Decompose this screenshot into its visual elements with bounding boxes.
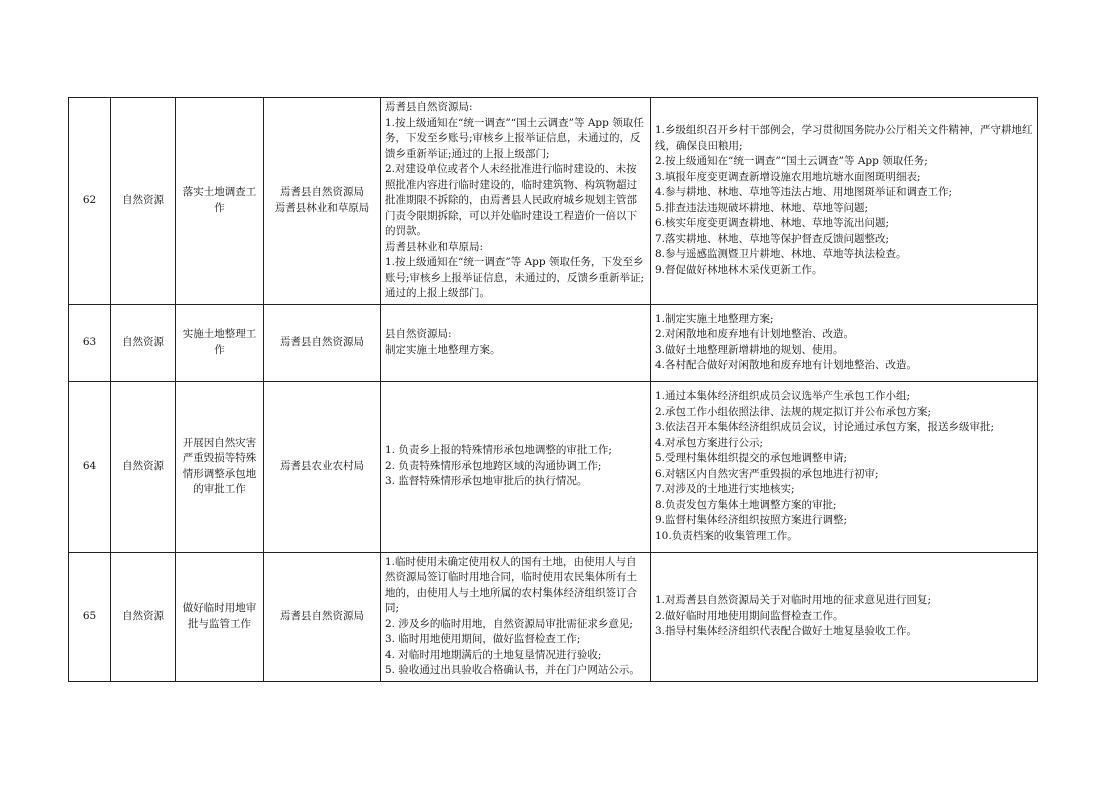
row-item: 做好临时用地审批与监管工作 xyxy=(176,552,264,681)
row-number: 64 xyxy=(69,381,111,552)
duty-line: 1.按上级通知在“统一调查”等 App 领取任务，下发至乡账号;审核乡上报举证信息，未通过的，反馈乡重新举证;通过的上报上级部门。 xyxy=(385,256,645,299)
department-name: 焉耆县自然资源局 xyxy=(280,186,364,199)
duty-line: 6.对辖区内自然灾害严重毁损的承包地进行初审; xyxy=(655,467,879,480)
row-category: 自然资源 xyxy=(111,381,176,552)
duty-line: 3.依法召开本集体经济组织成员会议，讨论通过承包方案，报送乡级审批; xyxy=(655,421,995,433)
duty-line: 焉耆县自然资源局: xyxy=(385,101,473,113)
duty-line: 7.对涉及的土地进行实地核实; xyxy=(655,483,795,495)
table-row xyxy=(69,98,1038,305)
duty-line: 县自然资源局: xyxy=(385,328,452,340)
row-departments xyxy=(264,381,381,552)
duty-line: 3.填报年度变更调查新增设施农用地坑塘水面图斑明细表; xyxy=(655,170,921,183)
row-category: 自然资源 xyxy=(111,552,176,681)
duty-line: 3.指导村集体经济组织代表配合做好土地复垦验收工作。 xyxy=(655,625,918,638)
town-duties xyxy=(651,98,1038,305)
duty-line: 3. 临时用地使用期间，做好监督检查工作; xyxy=(385,633,581,645)
table-row xyxy=(69,381,1038,552)
row-departments xyxy=(264,98,381,305)
duty-line: 2. 负责特殊情形承包地跨区域的沟通协调工作; xyxy=(385,459,602,472)
row-category: 自然资源 xyxy=(111,304,176,381)
duty-line: 5.受理村集体组织提交的承包地调整申请; xyxy=(655,452,848,464)
duty-line: 2.对闲散地和废弃地有计划地整治、改造。 xyxy=(655,328,855,340)
department-name: 焉耆县林业和草原局 xyxy=(274,201,370,214)
county-duties xyxy=(381,304,651,381)
town-duties xyxy=(651,304,1038,381)
county-duties xyxy=(381,98,651,305)
town-duties xyxy=(651,552,1038,681)
duty-line: 4.参与耕地、林地、草地等违法占地、用地图斑举证和调查工作; xyxy=(655,186,953,199)
duty-line: 2.对建设单位或者个人未经批准进行临时建设的、未按照批准内容进行临时建设的，临时建筑物、构筑物超过批准期限不拆除的，由焉耆县人民政府城乡规划主管部门责令限期拆除，可以并处临时建设工程造价一倍以下的罚款。 xyxy=(385,163,637,237)
duty-line: 1.临时使用未确定使用权人的国有土地，由使用人与自然资源局签订临时用地合同，临时使用农民集体所有土地的，由使用人与土地所属的农村集体经济组织签订合同; xyxy=(385,555,637,614)
duty-line: 1.按上级通知在“统一调查”“国土云调查”等 App 领取任务，下发至乡账号;审核乡上报举证信息，未通过的，反馈乡重新举证;通过的上报上级部门; xyxy=(385,116,644,160)
duty-line: 2.承包工作小组依照法律、法规的规定拟订并公布承包方案; xyxy=(655,405,932,418)
row-number: 62 xyxy=(69,98,111,305)
duty-line: 2.按上级通知在“统一调查”“国土云调查”等 App 领取任务; xyxy=(655,155,928,168)
duty-line: 7.落实耕地、林地、草地等保护督查反馈问题整改; xyxy=(655,232,890,245)
responsibility-table xyxy=(68,97,1038,682)
county-duties xyxy=(381,552,651,681)
duty-line: 1.乡级组织召开乡村干部例会，学习贯彻国务院办公厅相关文件精神，严守耕地红线，确保良田粮用; xyxy=(655,124,1033,152)
duty-line: 9.督促做好林地林木采伐更新工作。 xyxy=(655,263,823,276)
duty-line: 2.做好临时用地使用期间监督检查工作。 xyxy=(655,609,844,622)
row-number: 65 xyxy=(69,552,111,681)
duty-line: 制定实施土地整理方案。 xyxy=(385,343,501,356)
department-name: 焉耆县农业农村局 xyxy=(280,459,364,472)
duty-line: 1.对焉耆县自然资源局关于对临时用地的征求意见进行回复; xyxy=(655,594,932,607)
duty-line: 1.制定实施土地整理方案; xyxy=(655,312,774,325)
duty-line: 9.监督村集体经济组织按照方案进行调整; xyxy=(655,514,848,526)
duty-line: 1.通过本集体经济组织成员会议选举产生承包工作小组; xyxy=(655,390,911,402)
row-item: 落实土地调查工作 xyxy=(176,98,264,305)
duty-line: 3. 监督特殊情形承包地审批后的执行情况。 xyxy=(385,475,588,488)
department-name: 焉耆县自然资源局 xyxy=(280,335,364,348)
duty-line: 8.参与遥感监测暨卫片耕地、林地、草地等执法检查。 xyxy=(655,248,907,261)
row-item: 开展因自然灾害严重毁损等特殊情形调整承包地的审批工作 xyxy=(176,381,264,552)
duty-line: 4.各村配合做好对闲散地和废弃地有计划地整治、改造。 xyxy=(655,359,918,371)
row-item: 实施土地整理工作 xyxy=(176,304,264,381)
duty-line: 焉耆县林业和草原局: xyxy=(385,240,484,253)
town-duties xyxy=(651,381,1038,552)
duty-line: 6.核实年度变更调查耕地、林地、草地等流出问题; xyxy=(655,217,890,230)
row-number: 63 xyxy=(69,304,111,381)
row-departments xyxy=(264,552,381,681)
county-duties xyxy=(381,381,651,552)
duty-line: 10.负责档案的收集管理工作。 xyxy=(655,529,798,542)
duty-line: 3.做好土地整理新增耕地的规划、使用。 xyxy=(655,343,844,356)
table-row xyxy=(69,552,1038,681)
table-row xyxy=(69,304,1038,381)
duty-line: 5.排查违法违规破坏耕地、林地、草地等问题; xyxy=(655,201,869,214)
duty-line: 1. 负责乡上报的特殊情形承包地调整的审批工作; xyxy=(385,444,612,457)
row-category: 自然资源 xyxy=(111,98,176,305)
duty-line: 4. 对临时用地期满后的土地复垦情况进行验收; xyxy=(385,648,602,661)
duty-line: 8.负责发包方集体土地调整方案的审批; xyxy=(655,498,837,511)
department-name: 焉耆县自然资源局 xyxy=(280,609,364,622)
duty-line: 5. 验收通过出具验收合格确认书，并在门户网站公示。 xyxy=(385,664,640,676)
table-body xyxy=(69,98,1038,682)
duty-line: 2. 涉及乡的临时用地，自然资源局审批需征求乡意见; xyxy=(385,617,633,630)
duty-line: 4.对承包方案进行公示; xyxy=(655,436,764,449)
row-departments xyxy=(264,304,381,381)
